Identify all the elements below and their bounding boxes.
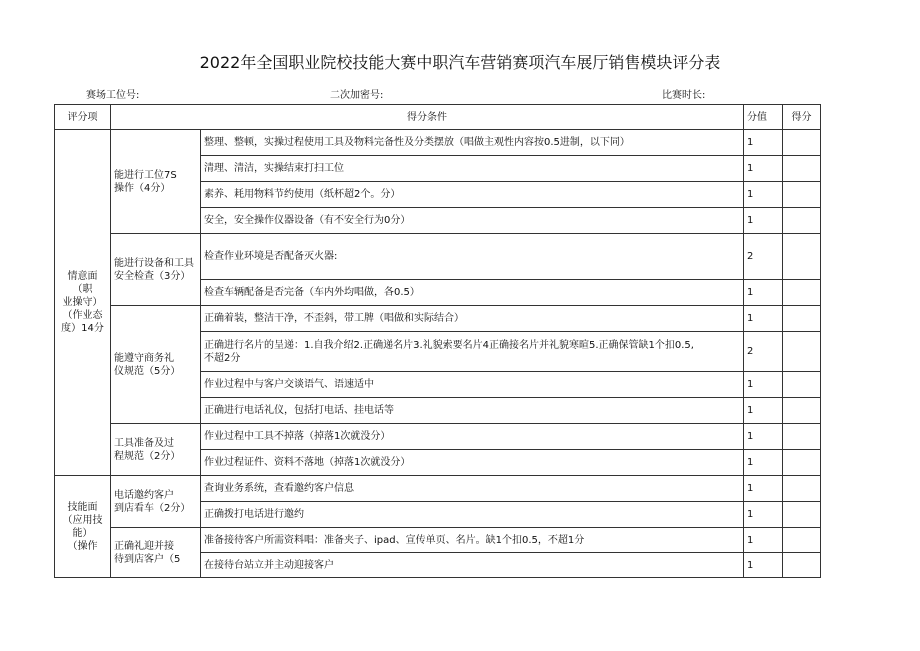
station-number-label: 赛场工位号: xyxy=(86,90,140,101)
category-line: 情意面（职 xyxy=(67,271,98,295)
score-cell[interactable] xyxy=(783,398,821,424)
category-skill xyxy=(55,476,111,578)
header-category: 评分项 xyxy=(55,105,111,130)
group-line: 安全检查（3分） xyxy=(114,270,191,282)
header-row xyxy=(55,105,821,130)
group-line: 仪规范（5分） xyxy=(114,365,181,377)
condition-value: 1 xyxy=(744,553,783,578)
group-phone xyxy=(111,476,201,528)
group-line: 到店看车（2分） xyxy=(114,502,191,514)
condition-text: 正确拨打电话进行邀约 xyxy=(201,502,744,528)
table-row xyxy=(55,528,821,553)
score-cell[interactable] xyxy=(783,208,821,234)
category-line: 能） xyxy=(72,527,93,539)
condition-text: 正确进行电话礼仪，包括打电话、挂电话等 xyxy=(201,398,744,424)
category-line: （操作 xyxy=(67,540,98,552)
category-line: （应用技 xyxy=(62,514,103,526)
group-line: 工具准备及过 xyxy=(114,437,174,449)
group-safety xyxy=(111,234,201,306)
header-conditions: 得分条件 xyxy=(111,105,744,130)
group-tools xyxy=(111,424,201,476)
condition-text: 素养、耗用物料节约使用（纸杯超2个。分） xyxy=(201,182,744,208)
group-etiquette xyxy=(111,306,201,424)
score-cell[interactable] xyxy=(783,332,821,372)
header-value: 分值 xyxy=(744,105,783,130)
condition-text: 准备接待客户所需资料唱：准备夹子、ipad、宣传单页、名片。缺1个扣0.5，不超1分 xyxy=(201,528,744,553)
condition-text: 作业过程中与客户交谈语气、语速适中 xyxy=(201,372,744,398)
condition-text: 查询业务系统，查看邀约客户信息 xyxy=(201,476,744,502)
table-row xyxy=(55,130,821,156)
table-row xyxy=(55,234,821,280)
condition-value: 1 xyxy=(744,450,783,476)
condition-text-multiline xyxy=(201,332,744,372)
scoring-table xyxy=(54,104,821,578)
condition-text: 作业过程证件、资料不落地（掉落1次就没分） xyxy=(201,450,744,476)
condition-text: 不超2分 xyxy=(204,352,241,364)
score-cell[interactable] xyxy=(783,306,821,332)
score-cell[interactable] xyxy=(783,450,821,476)
condition-value: 1 xyxy=(744,208,783,234)
condition-value: 2 xyxy=(744,332,783,372)
condition-value: 1 xyxy=(744,130,783,156)
group-line: 电话邀约客户 xyxy=(114,489,174,501)
group-line: 正确礼迎并接 xyxy=(114,540,174,552)
condition-text: 检查作业环境是否配备灭火器: xyxy=(201,234,744,280)
group-line: 操作（4分） xyxy=(114,182,171,194)
table-row xyxy=(55,306,821,332)
score-cell[interactable] xyxy=(783,156,821,182)
condition-value: 1 xyxy=(744,182,783,208)
condition-text: 在接待台站立并主动迎接客户 xyxy=(201,553,744,578)
score-cell[interactable] xyxy=(783,502,821,528)
group-7s xyxy=(111,130,201,234)
group-line: 程规范（2分） xyxy=(114,450,181,462)
score-cell[interactable] xyxy=(783,182,821,208)
category-attitude xyxy=(55,130,111,476)
group-line: 待到店客户（5 xyxy=(114,553,181,565)
duration-label: 比赛时长: xyxy=(662,90,706,101)
score-cell[interactable] xyxy=(783,130,821,156)
page-title: 2022年全国职业院校技能大赛中职汽车营销赛项汽车展厅销售模块评分表 xyxy=(199,53,721,72)
group-line: 能进行工位7S xyxy=(114,169,177,181)
score-cell[interactable] xyxy=(783,234,821,280)
condition-value: 2 xyxy=(744,234,783,280)
condition-value: 1 xyxy=(744,306,783,332)
secondary-code-label: 二次加密号: xyxy=(330,90,384,101)
condition-value: 1 xyxy=(744,528,783,553)
condition-text: 正确着装，整洁干净，不歪斜，带工牌（唱做和实际结合） xyxy=(201,306,744,332)
condition-text: 检查车辆配备是否完备（车内外均唱做，各0.5） xyxy=(201,280,744,306)
table-row xyxy=(55,424,821,450)
condition-text: 安全，安全操作仪器设备（有不安全行为0分） xyxy=(201,208,744,234)
condition-value: 1 xyxy=(744,156,783,182)
score-cell[interactable] xyxy=(783,476,821,502)
condition-text: 清理、清洁，实操结束打扫工位 xyxy=(201,156,744,182)
condition-value: 1 xyxy=(744,280,783,306)
condition-text: 正确进行名片的呈递：1.自我介绍2.正确递名片3.礼貌索要名片4正确接名片并礼貌寒暄5.正确保管缺1个扣0.5, xyxy=(204,339,694,351)
condition-value: 1 xyxy=(744,476,783,502)
group-line: 能进行设备和工具 xyxy=(114,257,194,269)
condition-text: 整理、整顿，实操过程使用工具及物料完备性及分类摆放（唱做主观性内容按0.5进制，以下同） xyxy=(201,130,744,156)
header-score: 得分 xyxy=(783,105,821,130)
condition-value: 1 xyxy=(744,502,783,528)
condition-text: 作业过程中工具不掉落（掉落1次就没分） xyxy=(201,424,744,450)
table-row xyxy=(55,476,821,502)
condition-value: 1 xyxy=(744,372,783,398)
group-greet xyxy=(111,528,201,578)
category-line: 技能面 xyxy=(67,501,98,513)
score-cell[interactable] xyxy=(783,528,821,553)
category-line: 业操守） xyxy=(62,297,103,308)
score-cell[interactable] xyxy=(783,424,821,450)
score-cell[interactable] xyxy=(783,372,821,398)
score-cell[interactable] xyxy=(783,553,821,578)
score-cell[interactable] xyxy=(783,280,821,306)
category-line: 度）14分 xyxy=(61,323,104,334)
condition-value: 1 xyxy=(744,424,783,450)
category-line: （作业态 xyxy=(62,310,103,321)
group-line: 能遵守商务礼 xyxy=(114,352,174,364)
condition-value: 1 xyxy=(744,398,783,424)
